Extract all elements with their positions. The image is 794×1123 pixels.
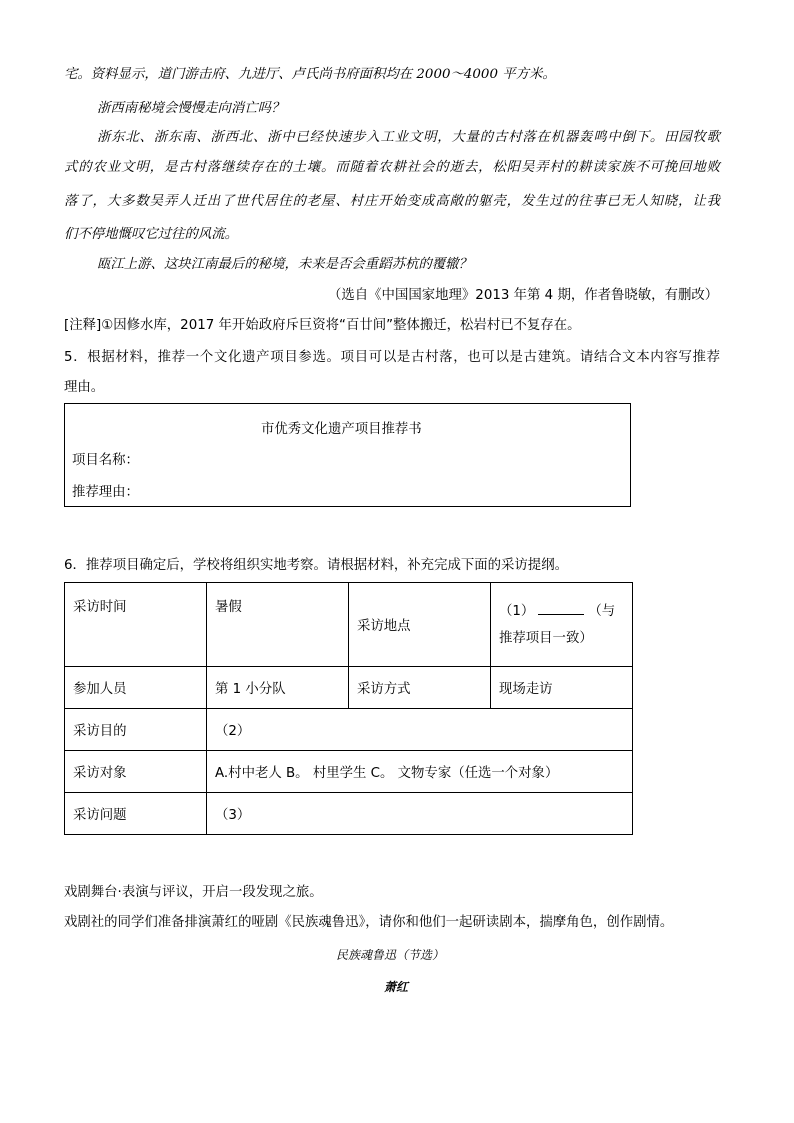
blank-1-note: 推荐项目一致） <box>499 630 593 646</box>
drama-author: 萧红 <box>384 980 409 994</box>
interview-question-label: 采访问题 <box>65 793 207 835</box>
passage-line-1: 宅。资料显示，道门游击府、九进厅、卢氏尚书府面积均在 2000～4000 平方米。 <box>64 67 556 82</box>
project-name-label: 项目名称： <box>72 453 139 468</box>
blank-1-number: （1） <box>499 603 535 619</box>
drama-intro-line-1: 戏剧舞台·表演与评议，开启一段发现之旅。 <box>64 885 323 900</box>
recommendation-form-title: 市优秀文化遗产项目推荐书 <box>261 422 422 437</box>
passage-source: （选自《中国国家地理》2013 年第 4 期，作者鲁晓敏，有删改） <box>328 288 719 303</box>
interview-question-value: （3） <box>207 793 633 835</box>
table-row <box>65 667 633 709</box>
answer-blank-1[interactable] <box>538 602 584 615</box>
passage-question: 浙西南秘境会慢慢走向消亡吗？ <box>97 101 285 116</box>
participants-label: 参加人员 <box>65 667 207 709</box>
passage-paragraph-line: 式的农业文明，是古村落继续存在的土壤。而随着农耕社会的逝去，松阳吴弄村的耕读家族不可挽回地败 <box>64 160 720 175</box>
interview-time-label: 采访时间 <box>65 583 207 667</box>
table-row <box>65 709 633 751</box>
interview-purpose-label: 采访目的 <box>65 709 207 751</box>
question-5-line-1: 5．根据材料，推荐一个文化遗产项目参选。项目可以是古村落，也可以是古建筑。请结合文本内容写推荐 <box>64 350 720 365</box>
passage-closing-question: 瓯江上游、这块江南最后的秘境，未来是否会重蹈苏杭的覆辙？ <box>97 257 472 272</box>
blank-1-suffix: （与 <box>588 603 616 619</box>
interview-outline-table <box>64 582 633 835</box>
question-6-prompt: 6．推荐项目确定后，学校将组织实地考察。请根据材料，补充完成下面的采访提纲。 <box>64 558 568 573</box>
interview-place-label: 采访地点 <box>349 583 491 667</box>
passage-note: [注释]①因修水库，2017 年开始政府斥巨资将“百廿间”整体搬迁，松岩村已不复存在。 <box>64 318 581 333</box>
recommendation-reason-label: 推荐理由： <box>72 485 139 500</box>
recommendation-form <box>64 403 631 507</box>
question-5-line-2: 理由。 <box>64 380 105 395</box>
passage-paragraph-line: 落了，大多数吴弄人迁出了世代居住的老屋、村庄开始变成高敞的躯壳，发生过的往事已无人知晓，让我 <box>64 194 720 209</box>
table-row <box>65 751 633 793</box>
interview-place-cell <box>491 583 633 667</box>
interview-method-value: 现场走访 <box>491 667 633 709</box>
drama-title: 民族魂鲁迅（节选） <box>336 948 445 962</box>
interview-target-label: 采访对象 <box>65 751 207 793</box>
interview-time-value: 暑假 <box>207 583 349 667</box>
interview-target-value: A.村中老人 B。 村里学生 C。 文物专家（任选一个对象） <box>207 751 633 793</box>
passage-paragraph-line: 们不停地慨叹它过往的风流。 <box>64 227 239 242</box>
passage-paragraph-line: 浙东北、浙东南、浙西北、浙中已经快速步入工业文明，大量的古村落在机器轰鸣中倒下。田园牧歌 <box>97 130 720 145</box>
participants-value: 第 1 小分队 <box>207 667 349 709</box>
interview-purpose-value: （2） <box>207 709 633 751</box>
drama-intro-line-2: 戏剧社的同学们准备排演萧红的哑剧《民族魂鲁迅》，请你和他们一起研读剧本，揣摩角色，创作剧情。 <box>64 915 674 930</box>
interview-method-label: 采访方式 <box>349 667 491 709</box>
table-row <box>65 793 633 835</box>
table-row <box>65 583 633 667</box>
